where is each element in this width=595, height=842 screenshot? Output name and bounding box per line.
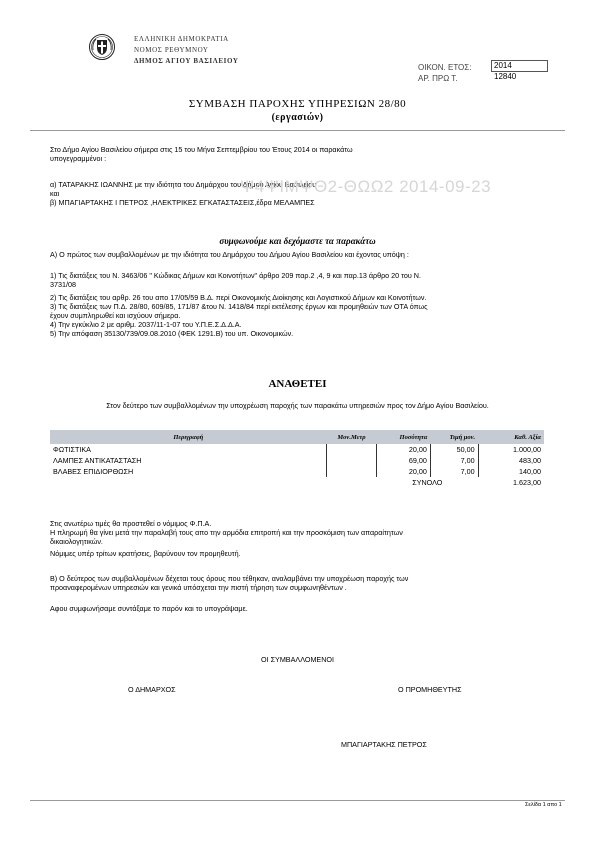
provision-3-cont: έχουν συμπληρωθεί και ισχύουν σήμερα. [50, 311, 181, 320]
cell-net-value: 483,00 [478, 455, 544, 466]
provision-4: 4) Την εγκύκλιο 2 με αριθμ. 2037/11-1-07 του Υ.Π.Ε.Σ.Δ.Δ.Α. [50, 320, 242, 329]
party-a: α) ΤΑΤΑΡΑΚΗΣ ΙΩΑΝΝΗΣ με την ιδιότητα του Δημάρχου του Δήμου Αγίου Βασιλείου [50, 180, 317, 189]
clause-b-line-2: προαναφερομένων υπηρεσιών και γενικά υπόσχεται την πιστή τήρηση των συμφωνηθέντων . [50, 583, 347, 592]
cell-quantity: 69,00 [376, 455, 430, 466]
assigns-heading: ΑΝΑΘΕΤΕΙ [268, 378, 327, 390]
col-net-value: Καθ. Αξία [478, 430, 544, 444]
cell-quantity: 20,00 [376, 466, 430, 477]
greek-coat-of-arms-icon [88, 33, 116, 61]
col-unit-price: Τιμή μον. [430, 430, 478, 444]
protocol-label: ΑΡ. ΠΡΩ Τ. [418, 74, 458, 83]
table-row [50, 455, 544, 466]
note-vat: Στις ανωτέρω τιμές θα προστεθεί ο νόμιμος Φ.Π.Α. [50, 519, 212, 528]
diavgeia-watermark: Ψ4ΨΙΜΨΘ2-ΘΩΩ2 2014-09-23 [240, 177, 492, 196]
cell-description: ΦΩΤΙΣΤΙΚΑ [53, 445, 91, 454]
note-payment: Η πληρωμή θα γίνει μετά την παραλαβή τους απο την αρμόδια επιτροπή και την προσκόμιση των απαραίτητων [50, 528, 403, 537]
cell-unit [327, 444, 377, 455]
note-payment-cont: δικαιολογητικών. [50, 537, 103, 546]
document-subtitle: (εργασιών) [271, 112, 324, 123]
supplier-name: ΜΠΑΓΙΑΡΤΑΚΗΣ ΠΕΤΡΟΣ [341, 740, 427, 749]
intro-line-2: υπογεγραμμένοι : [50, 154, 107, 163]
provision-3: 3) Τις διατάξεις των Π.Δ. 28/80, 609/85, 171/87 &του Ν. 1418/84 περί εκτέλεσης έργων και προμηθειών των ΟΤΑ όπως [50, 302, 428, 311]
municipality-name: ΔΗΜΟΣ ΑΓΙΟΥ ΒΑΣΙΛΕΙΟΥ [134, 57, 239, 65]
note-deductions: Νόμιμες υπέρ τρίτων κρατήσεις, βαρύνουν τον προμηθευτή. [50, 549, 241, 558]
footer-divider [30, 800, 565, 801]
cell-unit-price: 7,00 [430, 455, 478, 466]
table-row [50, 466, 544, 477]
clause-a: Α) Ο πρώτος των συμβαλλομένων με την ιδιότητα του Δημάρχου του Δήμου Αγίου Βασιλείου και έχοντας υπόψη : [50, 250, 409, 259]
and-word: και [50, 189, 60, 198]
provision-1: 1) Τις διατάξεις του Ν. 3463/06 " Κώδικας Δήμων και Κοινοτήτων" άρθρο 209 παρ.2 ,4, 9 και παρ.13 άρθρο 20 του Ν. [50, 271, 421, 280]
total-label: ΣΥΝΟΛΟ [412, 478, 443, 487]
page-number: Σελίδα 1 απο 1 [525, 802, 562, 808]
agreement-heading: συμφωνούμε και δεχόμαστε τα παρακάτω [219, 236, 376, 246]
cell-description: ΒΛΑΒΕΣ ΕΠΙΔΙΟΡΘΩΣΗ [53, 467, 134, 476]
cell-unit-price: 7,00 [430, 466, 478, 477]
col-quantity: Ποσότητα [376, 430, 430, 444]
cell-unit-price: 50,00 [430, 444, 478, 455]
table-total-row [50, 477, 544, 488]
prefecture-name: ΝΟΜΟΣ ΡΕΘΥΜΝΟΥ [134, 46, 209, 54]
party-b: β) ΜΠΑΓΙΑΡΤΑΚΗΣ Ι ΠΕΤΡΟΣ ,ΗΛΕΚΤΡΙΚΕΣ ΕΓΚΑΤΑΣΤΑΣΕΙΣ,έδρα ΜΕΛΑΜΠΕΣ [50, 198, 315, 207]
table-row [50, 444, 544, 455]
cell-quantity: 20,00 [376, 444, 430, 455]
mayor-label: Ο ΔΗΜΑΡΧΟΣ [128, 685, 176, 694]
provision-2: 2) Τις διατάξεις του αρθρ. 26 του απο 17/05/59 Β.Δ. περί Οικονομικής Διοίκησης και Λογιστικού Δήμων και Κοινοτήτων. [50, 293, 427, 302]
cell-unit [327, 455, 377, 466]
provision-5: 5) Την απόφαση 35130/739/09.08.2010 (ΦΕΚ 1291.Β) του υπ. Οικονομικών. [50, 329, 294, 338]
title-divider [30, 130, 565, 131]
cell-unit [327, 466, 377, 477]
fiscal-year-value: 2014 [494, 61, 512, 70]
closing-text: Αφου συμφωνήσαμε συντάξαμε το παρόν και το υπογράψαμε. [50, 604, 248, 613]
fiscal-year-label: ΟΙΚΟΝ. ΕΤΟΣ: [418, 63, 472, 72]
country-name: ΕΛΛΗΝΙΚΗ ΔΗΜΟΚΡΑΤΙΑ [134, 35, 229, 43]
table-header-row [50, 430, 544, 444]
services-table [50, 430, 544, 488]
total-value: 1.623,00 [513, 478, 541, 487]
provision-1-cont: 3731/08 [50, 280, 76, 289]
document-title: ΣΥΜΒΑΣΗ ΠΑΡΟΧΗΣ ΥΠΗΡΕΣΙΩΝ 28/80 [188, 98, 407, 110]
protocol-number: 12840 [494, 72, 517, 81]
cell-description: ΛΑΜΠΕΣ ΑΝΤΙΚΑΤΑΣΤΑΣΗ [53, 456, 142, 465]
supplier-label: Ο ΠΡΟΜΗΘΕΥΤΗΣ [398, 685, 462, 694]
intro-line-1: Στο Δήμο Αγίου Βασιλείου σήμερα στις 15 του Μήνα Σεπτεμβρίου του Έτους 2014 οι παρακάτω [50, 145, 353, 154]
clause-b-line-1: Β) Ο δεύτερος των συμβαλλομένων δέχεται τους όρους που τέθηκαν, αναλαμβάνει την υποχρέωση παροχής των [50, 574, 409, 583]
cell-net-value: 140,00 [478, 466, 544, 477]
col-description: Περιγραφή [50, 430, 327, 444]
col-unit: Μον.Μετρ [327, 430, 377, 444]
assigns-text: Στον δεύτερο των συμβαλλομένων την υποχρέωση παροχής των παρακάτω υπηρεσιών προς τον Δήμο Αγίου Βασιλείου. [106, 401, 489, 410]
cell-net-value: 1.000,00 [478, 444, 544, 455]
signatories-heading: ΟΙ ΣΥΜΒΑΛΛΟΜΕΝΟΙ [261, 655, 334, 664]
